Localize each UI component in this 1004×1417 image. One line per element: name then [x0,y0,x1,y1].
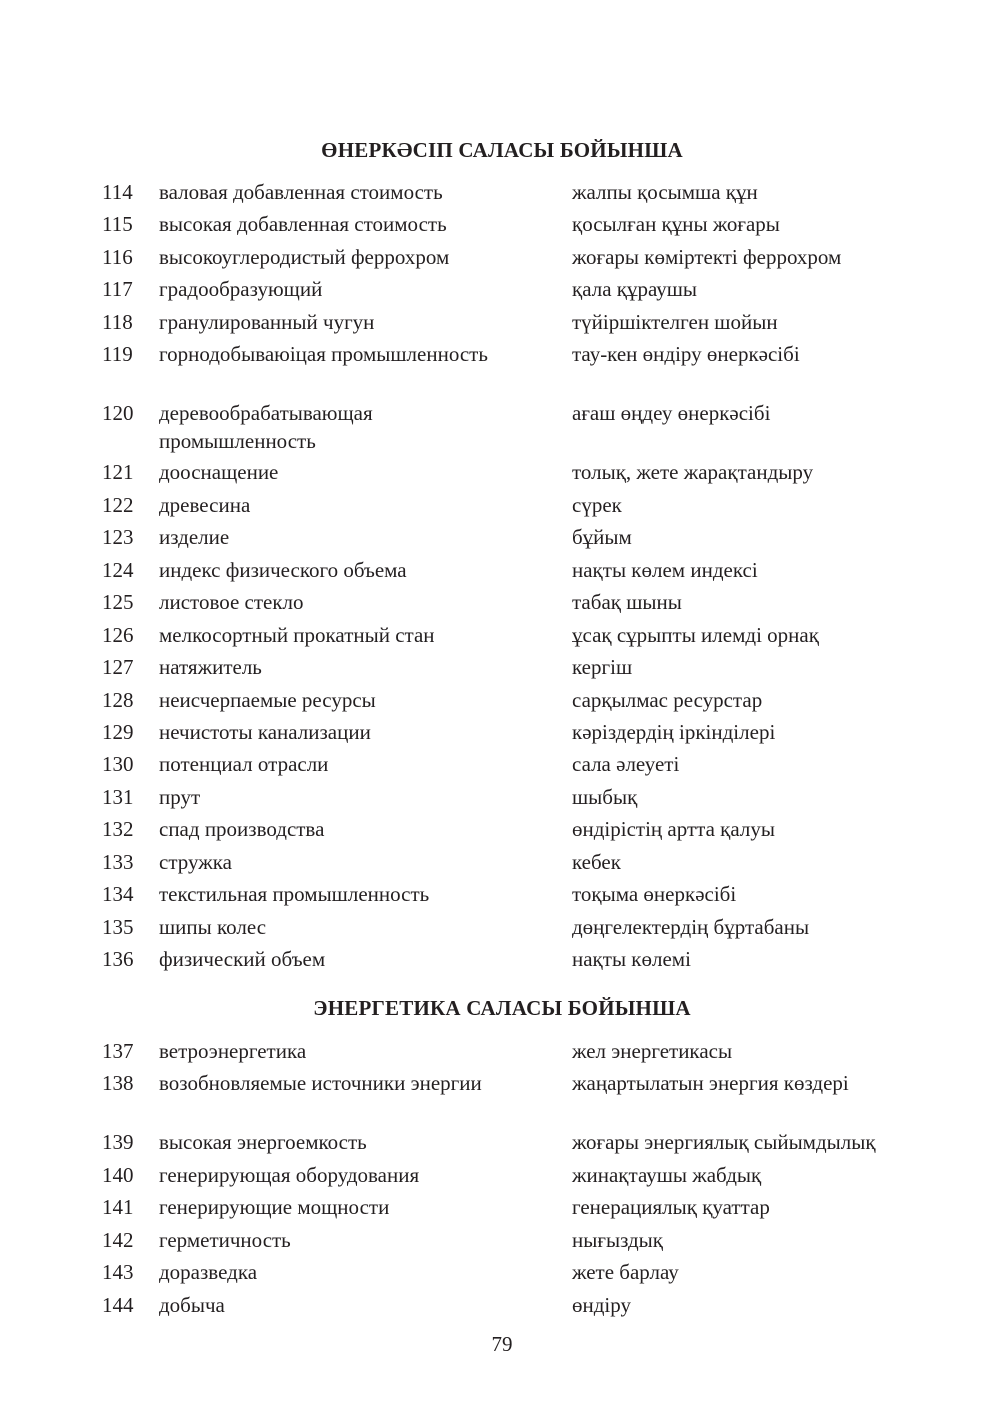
entry-number: 122 [102,493,134,517]
russian-term: гранулированный чугун [159,310,375,334]
russian-term: нечистоты канализации [159,720,371,744]
entry-number: 144 [102,1293,134,1317]
russian-term: дооснащение [159,460,279,484]
entry-number: 114 [102,180,133,204]
entry-number: 133 [102,850,134,874]
kazakh-term: дөңгелектердің бұртабаны [572,915,810,939]
kazakh-term: нығыздық [572,1228,663,1252]
entry-number: 141 [102,1195,134,1219]
kazakh-term: бұйым [572,525,632,549]
russian-term: неисчерпаемые ресурсы [159,688,376,712]
entry-number: 134 [102,882,134,906]
entry-number: 142 [102,1228,134,1252]
russian-term: натяжитель [159,655,262,679]
russian-term: герметичность [159,1228,291,1252]
entry-number: 131 [102,785,134,809]
entry-number: 139 [102,1130,134,1154]
entry-number: 123 [102,525,134,549]
entry-number: 125 [102,590,134,614]
entry-number: 117 [102,277,133,301]
russian-term: ветроэнергетика [159,1039,307,1063]
russian-term: градообразующий [159,277,323,301]
kazakh-term: ағаш өңдеу өнеркәсібі [572,401,771,425]
entry-number: 132 [102,817,134,841]
russian-term: шипы колес [159,915,267,939]
russian-term: древесина [159,493,251,517]
page-number: 79 [491,1332,513,1356]
kazakh-term: нақты көлемі [572,947,691,971]
kazakh-term: тоқыма өнеркәсібі [572,882,737,906]
entry-number: 136 [102,947,134,971]
kazakh-term: жоғары энергиялық сыйымдылық [572,1130,876,1154]
kazakh-term: жинақтаушы жабдық [572,1163,762,1187]
entry-number: 126 [102,623,134,647]
kazakh-term: тау-кен өндіру өнеркәсібі [572,342,800,366]
kazakh-term: жоғары көміртекті феррохром [572,245,842,269]
kazakh-term: қала құраушы [572,277,697,301]
kazakh-term: жете барлау [572,1260,679,1284]
kazakh-term: сала әлеуеті [572,752,680,776]
entry-number: 124 [102,558,134,582]
russian-term: текстильная промышленность [159,882,430,906]
russian-term: спад производства [159,817,325,841]
entry-number: 120 [102,401,134,425]
entry-number: 129 [102,720,134,744]
kazakh-term: ұсақ сұрыпты илемді орнақ [572,623,819,647]
kazakh-term: табақ шыны [572,590,682,614]
kazakh-term: генерациялық қуаттар [572,1195,770,1219]
russian-term: прут [159,785,201,809]
russian-term: валовая добавленная стоимость [159,180,443,204]
kazakh-term: кәріздердің іркінділері [572,720,776,744]
russian-term: физический объем [159,947,326,971]
russian-term: генерирующие мощности [159,1195,390,1219]
russian-term: индекс физического объема [159,558,407,582]
entry-number: 127 [102,655,134,679]
section-heading-industry: ӨНЕРКӘСІП САЛАСЫ БОЙЫНША [321,138,683,162]
russian-term: генерирующая оборудования [159,1163,420,1187]
entry-number: 143 [102,1260,134,1284]
russian-term: возобновляемые источники энергии [159,1071,482,1095]
kazakh-term: нақты көлем индексі [572,558,758,582]
kazakh-term: қосылған құны жоғары [572,212,780,236]
section-heading-energy: ЭНЕРГЕТИКА САЛАСЫ БОЙЫНША [313,996,691,1020]
entry-number: 128 [102,688,134,712]
kazakh-term: жалпы қосымша құн [572,180,758,204]
kazakh-term: сүрек [572,493,622,517]
entry-number: 138 [102,1071,134,1095]
entry-number: 119 [102,342,133,366]
russian-term: листовое стекло [159,590,304,614]
entry-number: 130 [102,752,134,776]
russian-term: мелкосортный прокатный стан [159,623,435,647]
kazakh-term: сарқылмас ресурстар [572,688,763,712]
russian-term: доразведка [159,1260,258,1284]
entry-number: 115 [102,212,133,236]
entry-number: 140 [102,1163,134,1187]
kazakh-term: кергіш [572,655,633,679]
kazakh-term: өндірістің артта қалуы [572,817,775,841]
russian-term: высокоуглеродистый феррохром [159,245,450,269]
kazakh-term: түйіршіктелген шойын [572,310,778,334]
kazakh-term: шыбық [572,785,638,809]
russian-term: деревообрабатывающая промышленность [159,401,373,453]
kazakh-term: кебек [572,850,621,874]
russian-term: добыча [159,1293,225,1317]
kazakh-term: жел энергетикасы [572,1039,733,1063]
russian-term: потенциал отрасли [159,752,329,776]
entry-number: 116 [102,245,133,269]
russian-term: изделие [159,525,230,549]
entry-number: 121 [102,460,134,484]
russian-term: высокая энергоемкость [159,1130,367,1154]
russian-term: стружка [159,850,232,874]
kazakh-term: жаңартылатын энергия көздері [572,1071,849,1095]
entry-number: 137 [102,1039,134,1063]
kazakh-term: толық, жете жарақтандыру [572,460,814,484]
entry-number: 118 [102,310,133,334]
russian-term: горнодобываюіцая промышленность [159,342,488,366]
russian-term: высокая добавленная стоимость [159,212,447,236]
kazakh-term: өндіру [572,1293,631,1317]
entry-number: 135 [102,915,134,939]
